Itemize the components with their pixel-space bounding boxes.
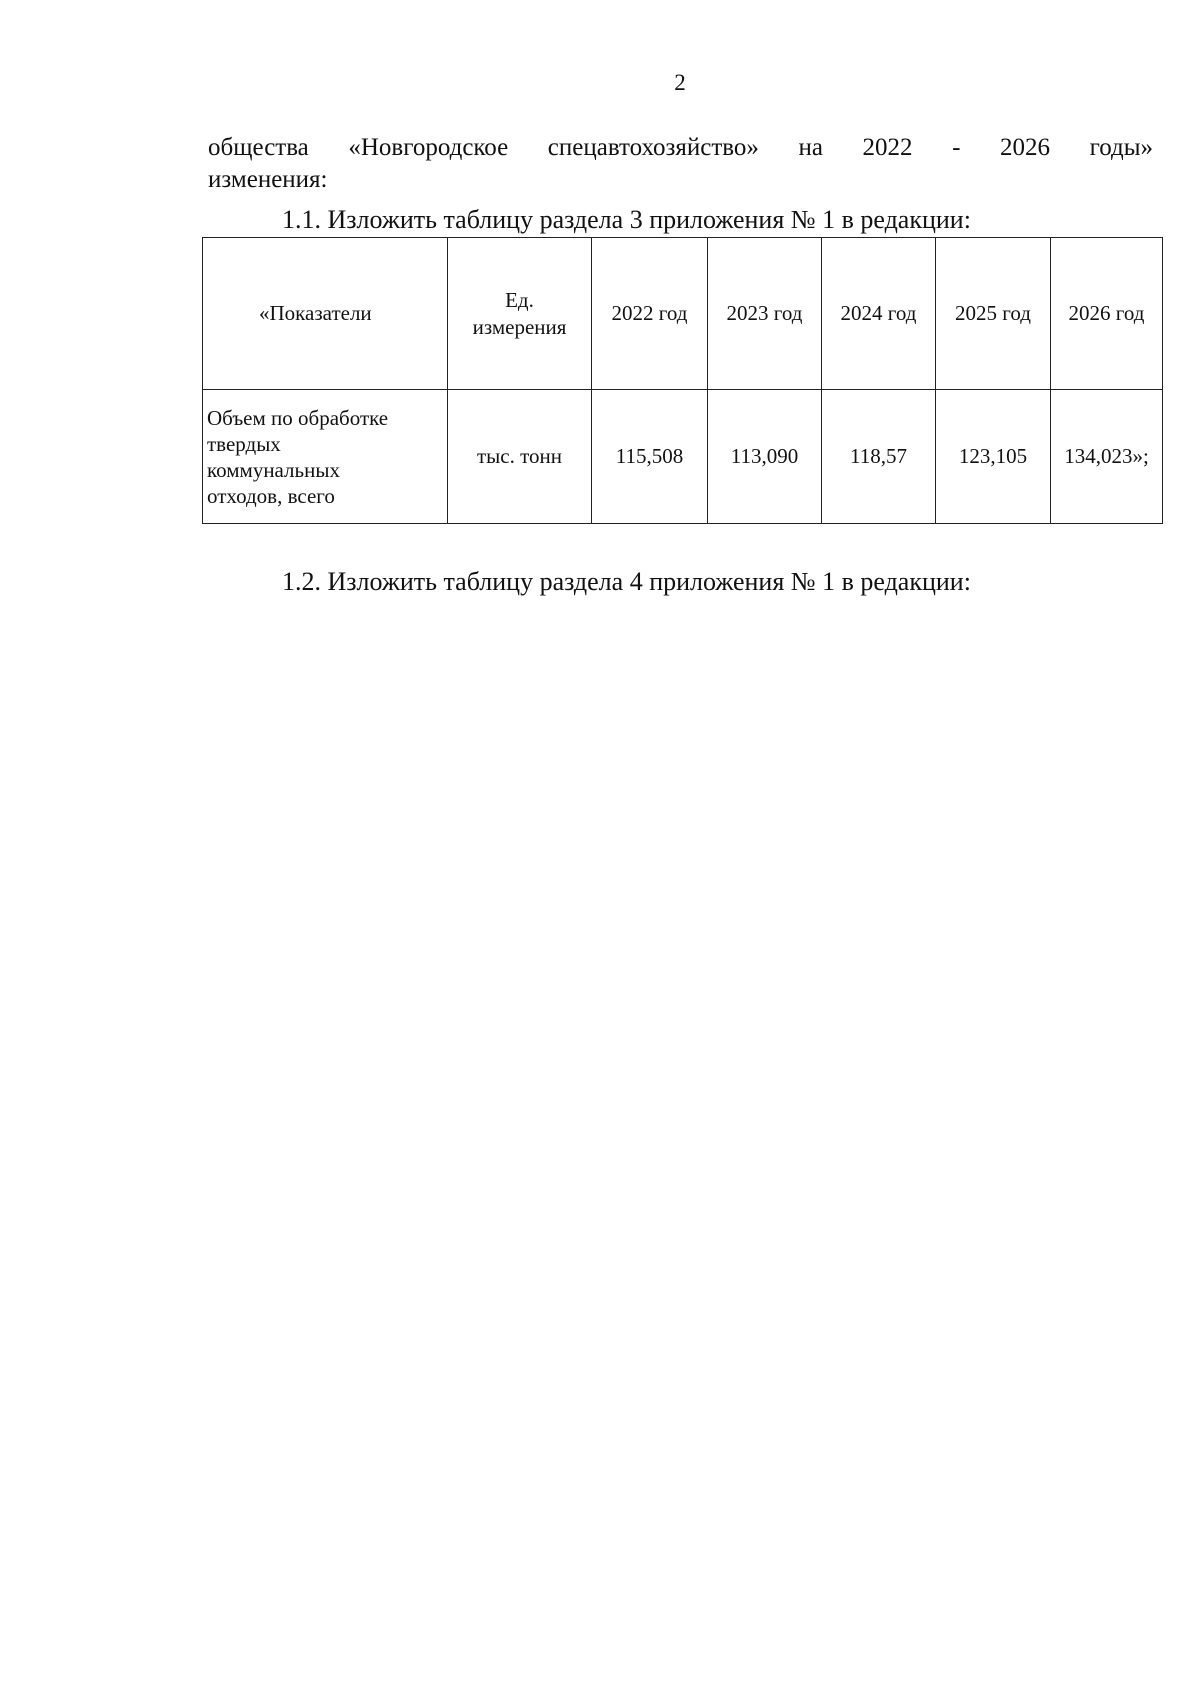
value-2024: 118,57 <box>822 390 936 524</box>
header-year-2022: 2022 год <box>592 238 708 390</box>
paragraph-continuation-end: изменения: <box>208 166 328 193</box>
table-row <box>203 390 1163 524</box>
item-1-2: 1.2. Изложить таблицу раздела 4 приложения № 1 в редакции: <box>282 567 971 596</box>
row-name-line-3: коммунальных <box>207 457 340 482</box>
row-name-line-1: Объем по обработке <box>207 405 389 430</box>
table-header-row <box>203 238 1163 390</box>
indicators-table <box>202 237 1163 524</box>
row-name-line-4: отходов, всего <box>207 483 335 508</box>
page-number: 2 <box>674 70 686 95</box>
header-year-2025: 2025 год <box>936 238 1051 390</box>
value-2023: 113,090 <box>708 390 822 524</box>
value-2022: 115,508 <box>592 390 708 524</box>
header-indicator: «Показатели <box>203 238 448 390</box>
header-unit-line-2: измерения <box>472 314 567 339</box>
paragraph-continuation: общества «Новгородское спецавтохозяйство» на 2022 - 2026 годы» <box>208 134 1153 161</box>
value-2025: 123,105 <box>936 390 1051 524</box>
header-year-2023: 2023 год <box>708 238 822 390</box>
header-unit-line-1: Ед. <box>505 287 534 312</box>
value-2026: 134,023»; <box>1051 390 1163 524</box>
header-unit <box>448 238 592 390</box>
item-1-1: 1.1. Изложить таблицу раздела 3 приложения № 1 в редакции: <box>282 205 971 234</box>
row-unit: тыс. тонн <box>448 390 592 524</box>
header-year-2024: 2024 год <box>822 238 936 390</box>
row-indicator-name <box>203 390 448 524</box>
row-name-line-2: твердых <box>207 431 281 456</box>
header-year-2026: 2026 год <box>1051 238 1163 390</box>
